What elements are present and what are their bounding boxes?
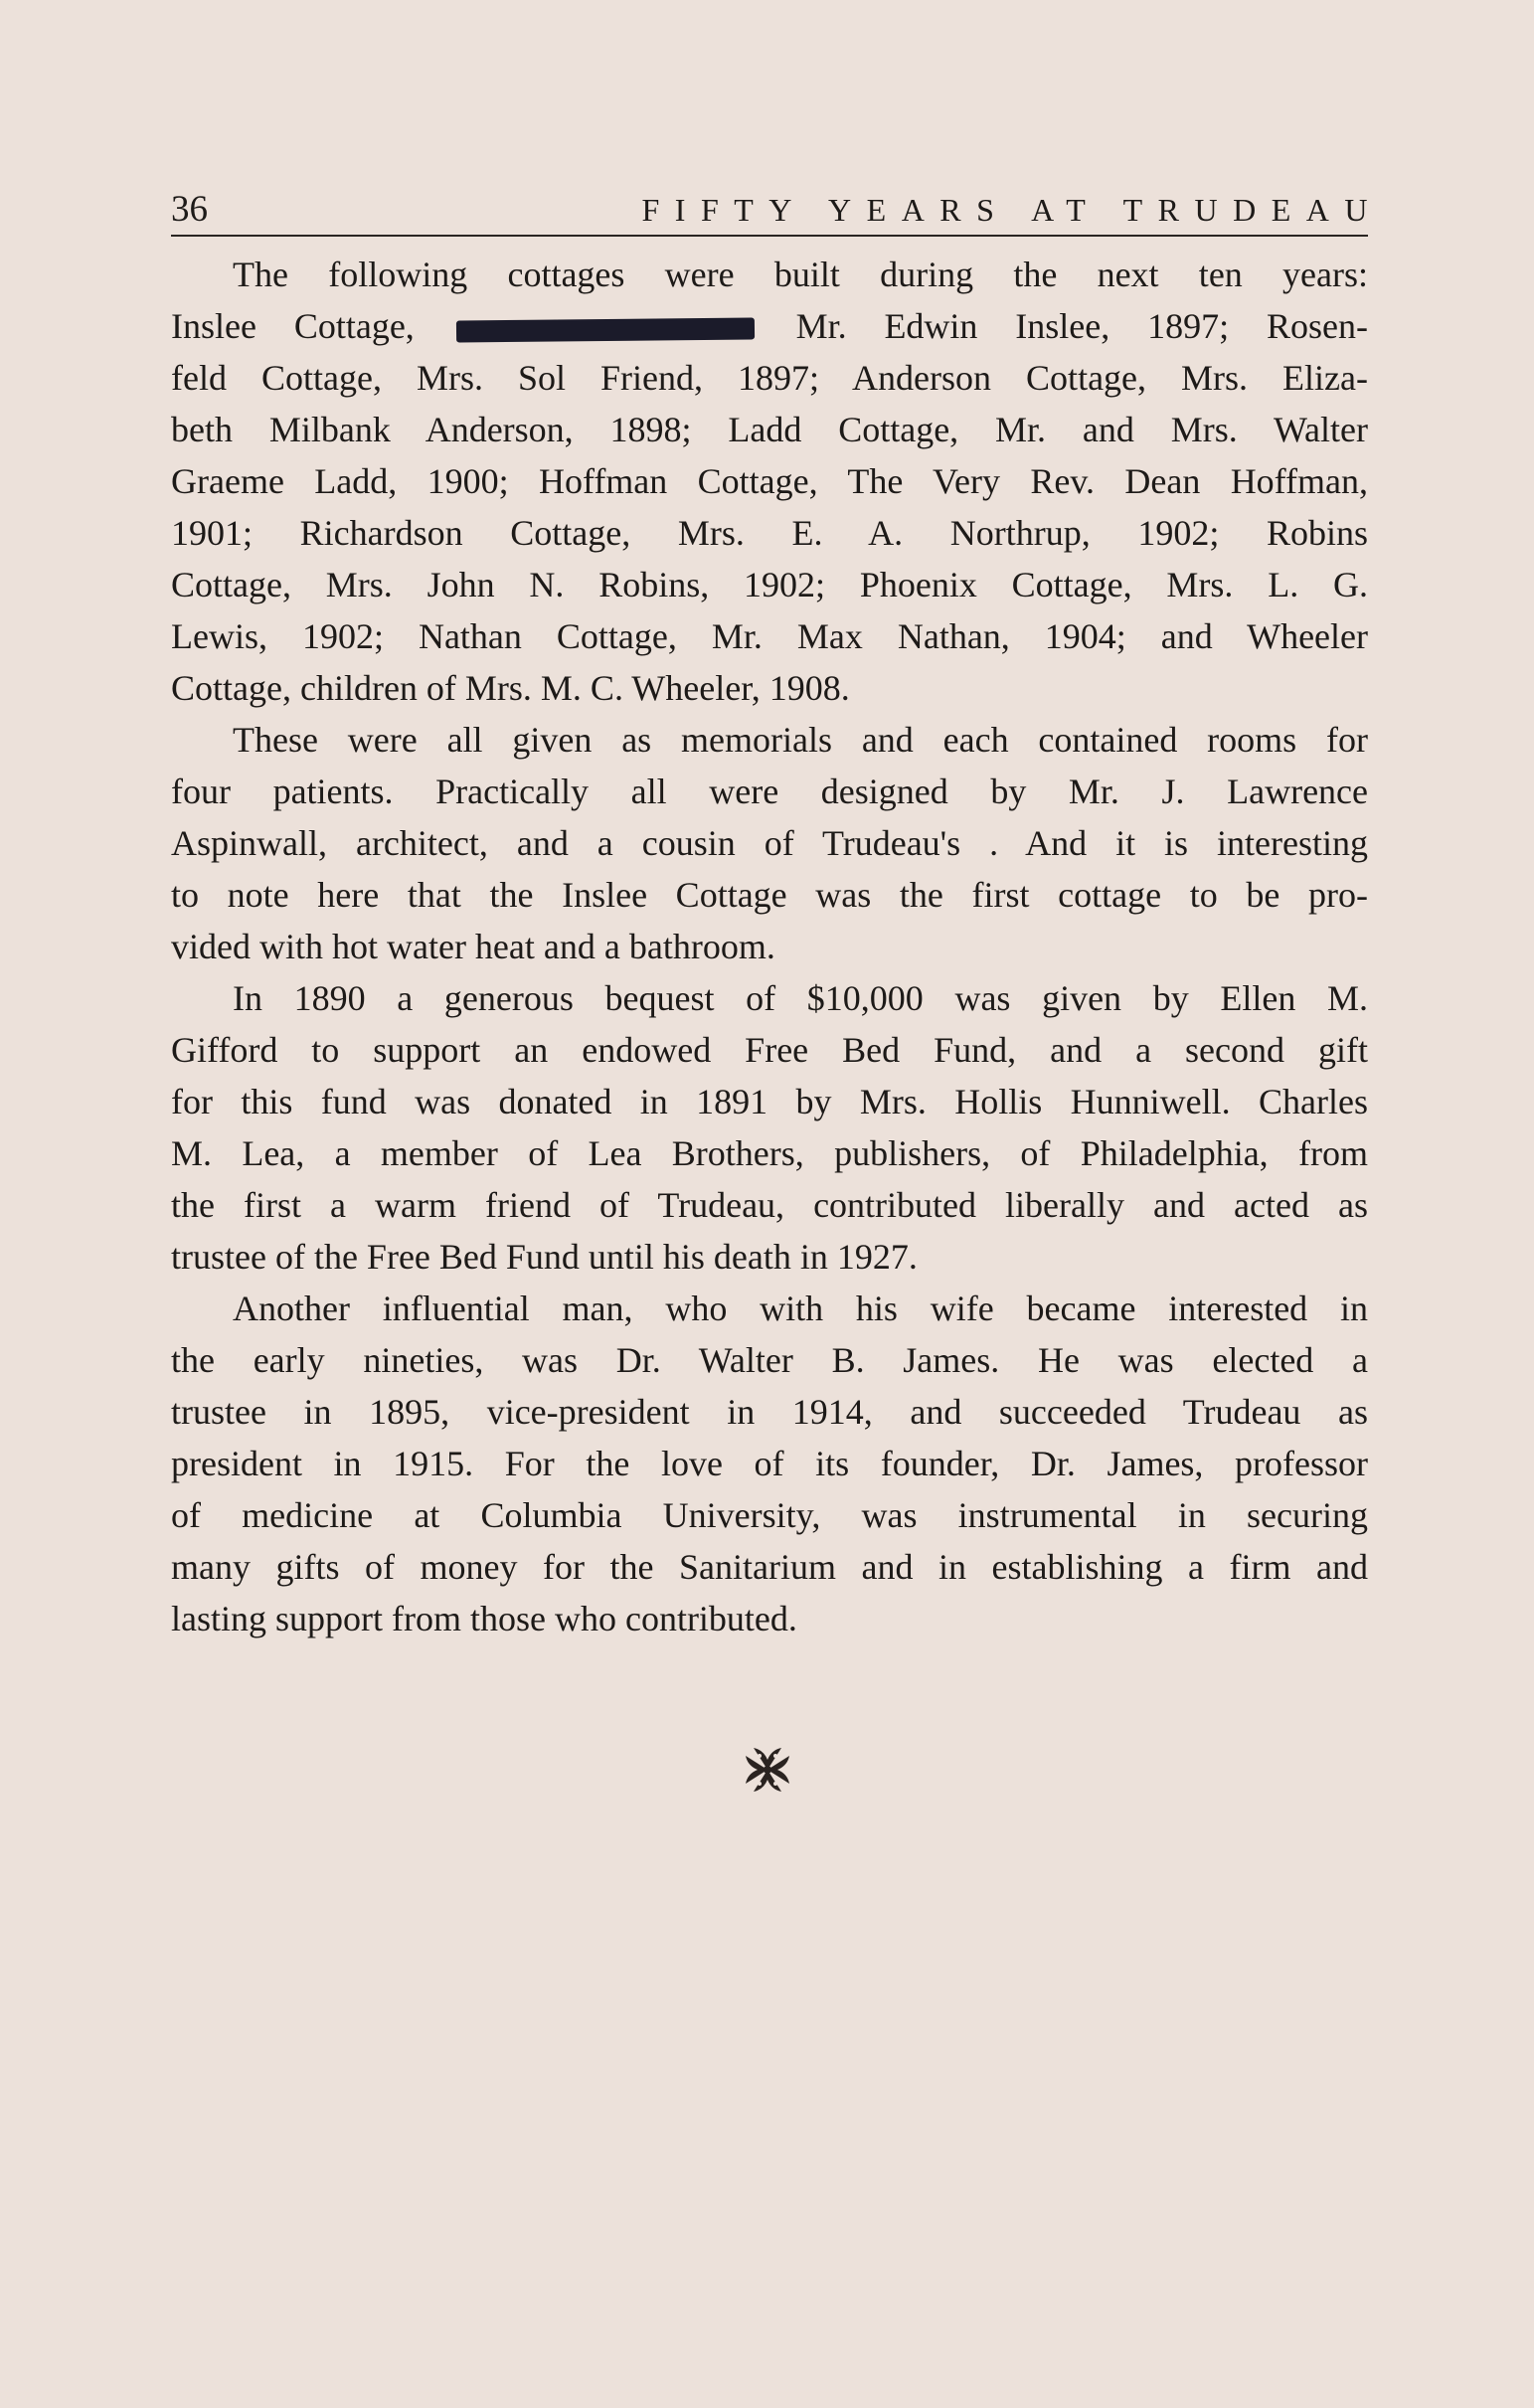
text-line: Lewis, 1902; Nathan Cottage, Mr. Max Nathan, 1904; and Wheeler <box>171 616 1368 656</box>
paragraph-memorials <box>171 714 1368 972</box>
text-line: Another influential man, who with his wife became interested in <box>233 1289 1368 1328</box>
text-line: beth Milbank Anderson, 1898; Ladd Cottage, Mr. and Mrs. Walter <box>171 410 1368 449</box>
text-line: In 1890 a generous bequest of $10,000 was given by Ellen M. <box>233 978 1368 1018</box>
text-line: Aspinwall, architect, and a cousin of Trudeau's . And it is interesting <box>171 823 1368 863</box>
text-line: vided with hot water heat and a bathroom. <box>171 927 775 966</box>
text-line: Gifford to support an endowed Free Bed Fund, and a second gift <box>171 1030 1368 1070</box>
text-line: for this fund was donated in 1891 by Mrs. Hollis Hunniwell. Charles <box>171 1082 1368 1121</box>
text-line: four patients. Practically all were designed by Mr. J. Lawrence <box>171 772 1368 811</box>
paragraph-free-bed-fund <box>171 972 1368 1283</box>
text-line: many gifts of money for the Sanitarium and in establishing a firm and <box>171 1547 1368 1587</box>
redaction-mark <box>456 317 755 342</box>
text-fragment: Mr. Edwin Inslee, 1897; Rosen- <box>795 306 1369 346</box>
text-line: trustee of the Free Bed Fund until his death in 1927. <box>171 1237 918 1277</box>
text-line: These were all given as memorials and each contained rooms for <box>233 720 1368 760</box>
text-line: lasting support from those who contributed. <box>171 1599 797 1638</box>
text-line: M. Lea, a member of Lea Brothers, publishers, of Philadelphia, from <box>171 1133 1368 1173</box>
text-line: the early nineties, was Dr. Walter B. James. He was elected a <box>171 1340 1368 1380</box>
fleuron-ornament-icon <box>740 1742 795 1798</box>
text-line <box>171 300 1368 352</box>
text-line: the first a warm friend of Trudeau, contributed liberally and acted as <box>171 1185 1368 1225</box>
running-head <box>171 185 1383 237</box>
text-line: feld Cottage, Mrs. Sol Friend, 1897; Anderson Cottage, Mrs. Eliza- <box>171 358 1368 398</box>
paragraph-walter-james <box>171 1283 1368 1644</box>
text-line: of medicine at Columbia University, was instrumental in securing <box>171 1495 1368 1535</box>
paragraph-cottages <box>171 249 1368 714</box>
text-line: Graeme Ladd, 1900; Hoffman Cottage, The Very Rev. Dean Hoffman, <box>171 461 1368 501</box>
page-number: 36 <box>171 189 208 230</box>
text-line: to note here that the Inslee Cottage was the first cottage to be pro- <box>171 875 1368 915</box>
text-line: president in 1915. For the love of its founder, Dr. James, professor <box>171 1444 1368 1483</box>
text-line: trustee in 1895, vice-president in 1914, and succeeded Trudeau as <box>171 1392 1368 1432</box>
text-line: Cottage, Mrs. John N. Robins, 1902; Phoenix Cottage, Mrs. L. G. <box>171 565 1368 604</box>
text-line: Cottage, children of Mrs. M. C. Wheeler, 1908. <box>171 668 850 708</box>
text-fragment: Inslee Cottage, <box>171 306 415 346</box>
text-line: 1901; Richardson Cottage, Mrs. E. A. Northrup, 1902; Robins <box>171 513 1368 553</box>
book-title: FIFTY YEARS AT TRUDEAU <box>641 192 1383 228</box>
text-line: The following cottages were built during the next ten years: <box>233 255 1368 294</box>
body-text <box>171 249 1368 1644</box>
